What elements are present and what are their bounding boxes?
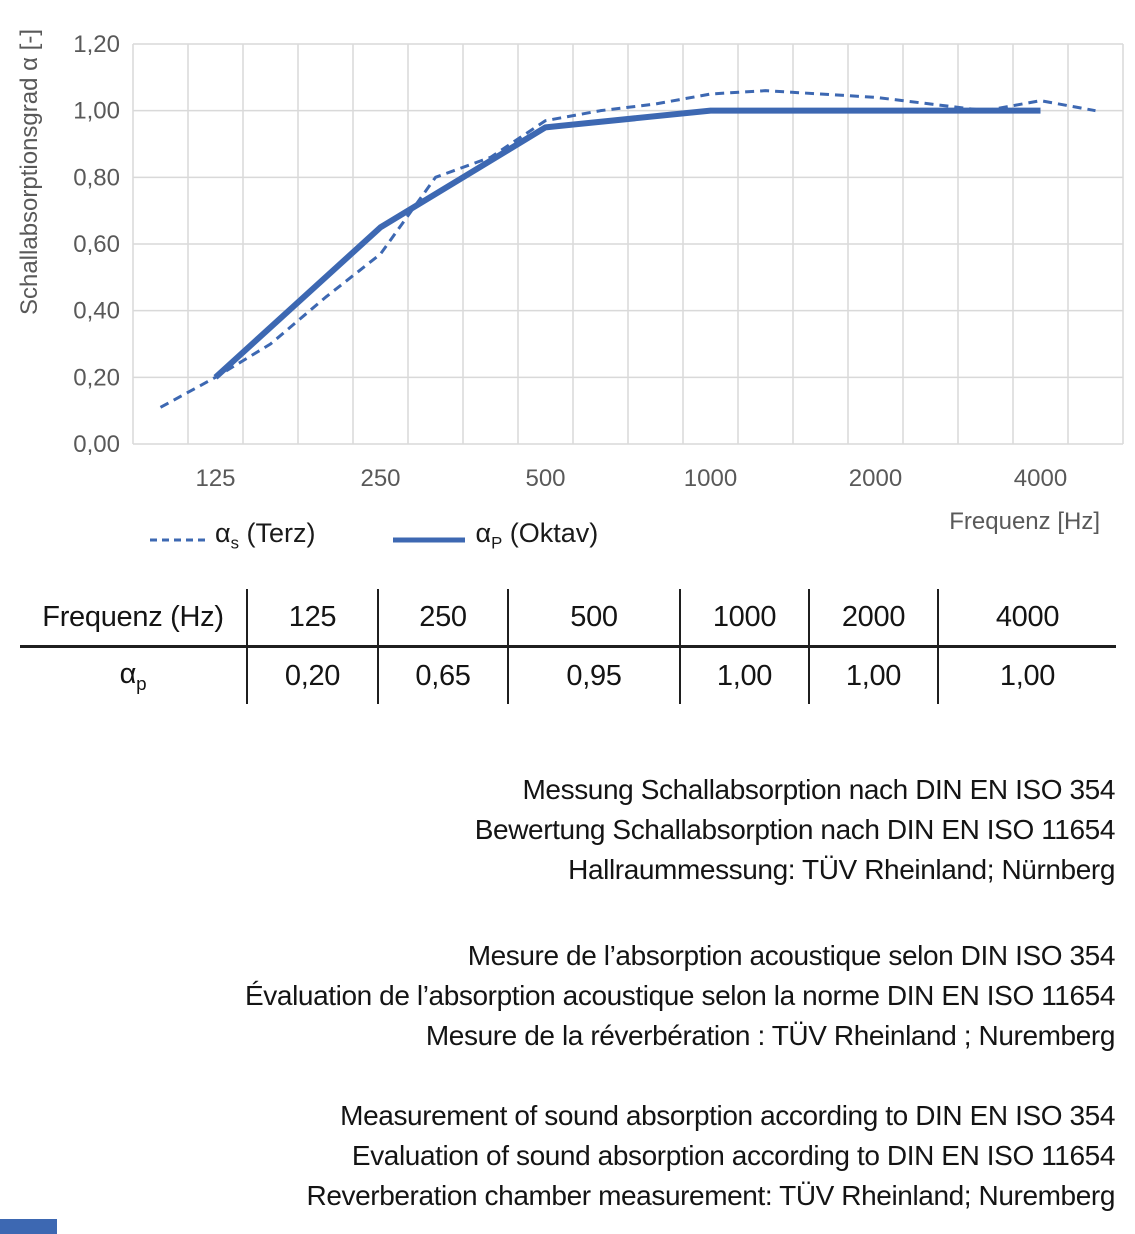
note-line: Measurement of sound absorption according to DIN EN ISO 354 <box>340 1100 1115 1131</box>
y-tick-label: 0,20 <box>73 364 120 392</box>
table-header-cell: 125 <box>246 589 377 648</box>
legend-label: $\alpha_P$ (Oktav) <box>475 518 599 553</box>
table-cell: 1,00 <box>808 648 937 704</box>
note-line: Mesure de l’absorption acoustique selon DIN ISO 354 <box>467 940 1115 971</box>
table-header-cell: 250 <box>377 589 507 648</box>
table-cell: 0,20 <box>246 648 377 704</box>
table-header-cell: Frequenz (Hz) <box>20 589 246 648</box>
note-line: Reverberation chamber measurement: TÜV Rheinland; Nuremberg <box>306 1180 1115 1211</box>
x-tick-label: 125 <box>195 465 236 492</box>
y-tick-label: 1,00 <box>73 97 120 125</box>
x-tick-label: 4000 <box>1013 465 1068 492</box>
x-tick-label: 2000 <box>848 465 903 492</box>
y-tick-label: 0,00 <box>73 431 120 458</box>
note-german <box>475 770 1115 890</box>
table-header-cell: 1000 <box>679 589 808 648</box>
y-tick-label: 0,40 <box>73 297 120 325</box>
y-tick-label: 0,80 <box>73 164 120 192</box>
solid-line-sample-icon <box>393 520 465 551</box>
absorption-line-chart <box>0 0 1135 505</box>
note-french <box>245 936 1115 1056</box>
dashed-line-sample-icon <box>150 520 205 551</box>
table-cell: 1,00 <box>679 648 808 704</box>
x-tick-label: 250 <box>360 465 401 492</box>
absorption-values-table <box>20 589 1116 704</box>
table-header-cell: 4000 <box>937 589 1116 648</box>
table-row-label: $\alpha_p$ <box>119 657 147 694</box>
note-line: Mesure de la réverbération : TÜV Rheinland ; Nuremberg <box>425 1020 1115 1051</box>
chart-legend <box>150 518 598 553</box>
x-axis-title: Frequenz [Hz] <box>949 508 1100 535</box>
note-english <box>307 1096 1116 1216</box>
legend-item-alpha-s-terz <box>150 518 315 553</box>
x-tick-label: 1000 <box>683 465 738 492</box>
legend-item-alpha-p-oktav <box>393 518 598 553</box>
note-line: Evaluation of sound absorption according to DIN EN ISO 11654 <box>351 1140 1115 1171</box>
footer-accent-bar <box>0 1219 57 1234</box>
y-tick-label: 1,20 <box>73 31 120 58</box>
note-line: Messung Schallabsorption nach DIN EN ISO 354 <box>522 774 1115 805</box>
table-cell: 0,95 <box>507 648 679 704</box>
note-line: Hallraummessung: TÜV Rheinland; Nürnberg <box>568 854 1115 885</box>
y-axis-title: Schallabsorptionsgrad α [-] <box>16 28 43 316</box>
table-header-cell: 2000 <box>808 589 937 648</box>
table-header-cell: 500 <box>507 589 679 648</box>
y-tick-label: 0,60 <box>73 231 120 258</box>
table-cell: 0,65 <box>377 648 507 704</box>
note-line: Bewertung Schallabsorption nach DIN EN ISO 11654 <box>474 814 1115 845</box>
x-tick-label: 500 <box>525 465 566 492</box>
table-cell: 1,00 <box>937 648 1116 704</box>
legend-label: $\alpha_s$ (Terz) <box>215 518 316 553</box>
note-line: Évaluation de l’absorption acoustique selon la norme DIN EN ISO 11654 <box>245 980 1115 1011</box>
